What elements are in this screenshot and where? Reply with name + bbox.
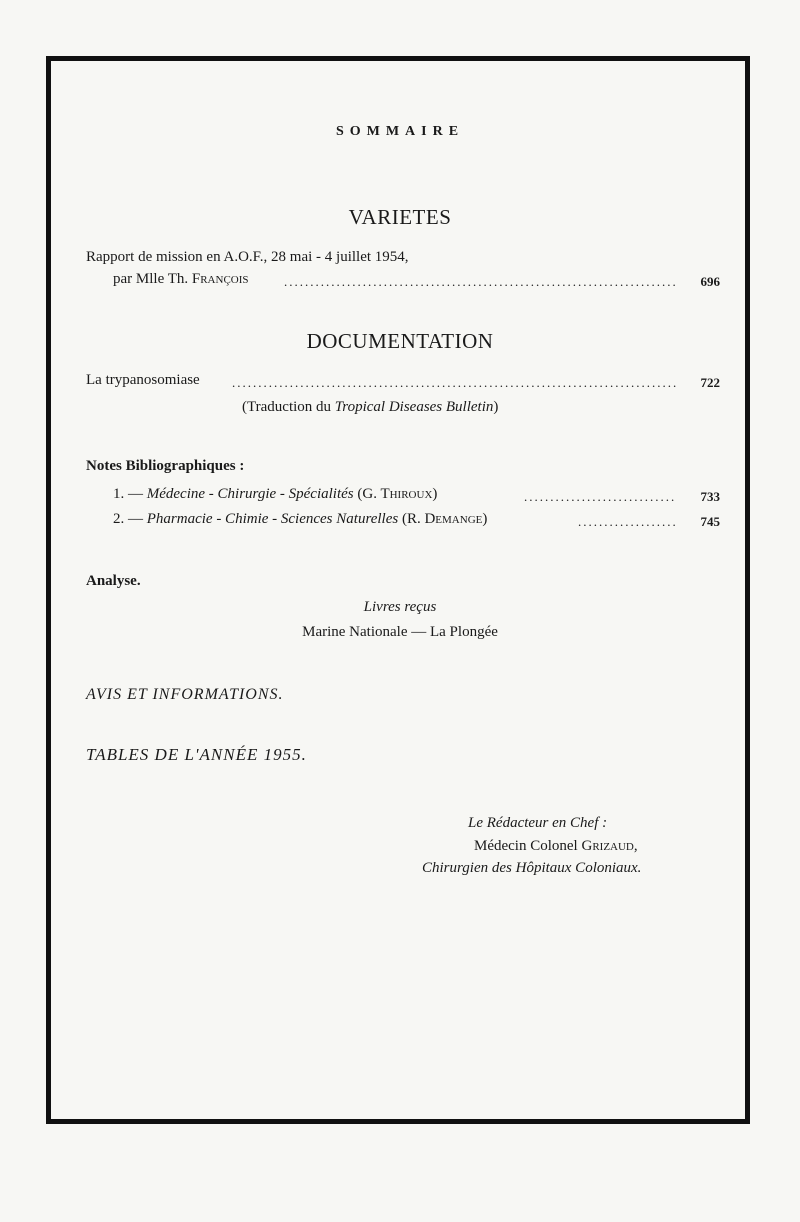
signature-affiliation: Chirurgien des Hôpitaux Coloniaux. (422, 860, 642, 876)
signature-name (474, 838, 638, 855)
notes-item (113, 486, 437, 503)
analyse-item: Marine Nationale — La Plongée (302, 624, 498, 640)
dot-leader (524, 489, 676, 505)
notes-item (113, 511, 487, 528)
translation-prefix: (Traduction du (242, 399, 332, 415)
notes-item-page: 745 (700, 514, 720, 529)
avis-heading: AVIS ET INFORMATIONS. (86, 686, 284, 703)
tables-heading: TABLES DE L'ANNÉE 1955. (86, 745, 307, 764)
section-heading-documentation: DOCUMENTATION (306, 329, 494, 353)
signature-surname: Grizaud, (581, 838, 638, 854)
notes-item-number: 2. — (113, 511, 143, 527)
section-heading-varietes: VARIETES (348, 205, 452, 229)
dot-leader (232, 375, 676, 391)
varietes-entry-line1: Rapport de mission en A.O.F., 28 mai - 4 juillet 1954, (86, 249, 409, 265)
notes-item-author: (R. Demange) (401, 511, 488, 527)
analyse-subheading: Livres reçus (363, 599, 437, 615)
notes-item-page: 733 (700, 489, 720, 504)
translation-source: Tropical Diseases Bulletin (334, 399, 494, 415)
documentation-translation-note (242, 399, 498, 416)
notes-heading: Notes Bibliographiques : (86, 458, 245, 474)
varietes-entry-line2 (113, 271, 249, 288)
signature-rank: Médecin Colonel (474, 838, 578, 854)
translation-suffix: ) (493, 399, 499, 415)
dot-leader (284, 274, 676, 290)
dot-leader (578, 514, 676, 530)
notes-item-author: (G. Thiroux) (357, 486, 438, 502)
analyse-heading: Analyse. (86, 573, 141, 589)
notes-item-number: 1. — (113, 486, 143, 502)
varietes-page-number: 696 (700, 274, 720, 289)
notes-item-title: Médecine - Chirurgie - Spécialités (146, 486, 354, 502)
varietes-entry-author: François (191, 271, 249, 287)
signature-title: Le Rédacteur en Chef : (468, 815, 608, 831)
notes-item-title: Pharmacie - Chimie - Sciences Naturelles (146, 511, 399, 527)
varietes-entry-by: par Mlle Th. (113, 271, 189, 287)
page-title: SOMMAIRE (335, 124, 465, 139)
documentation-entry-title: La trypanosomiase (86, 372, 200, 388)
documentation-page-number: 722 (700, 375, 720, 390)
